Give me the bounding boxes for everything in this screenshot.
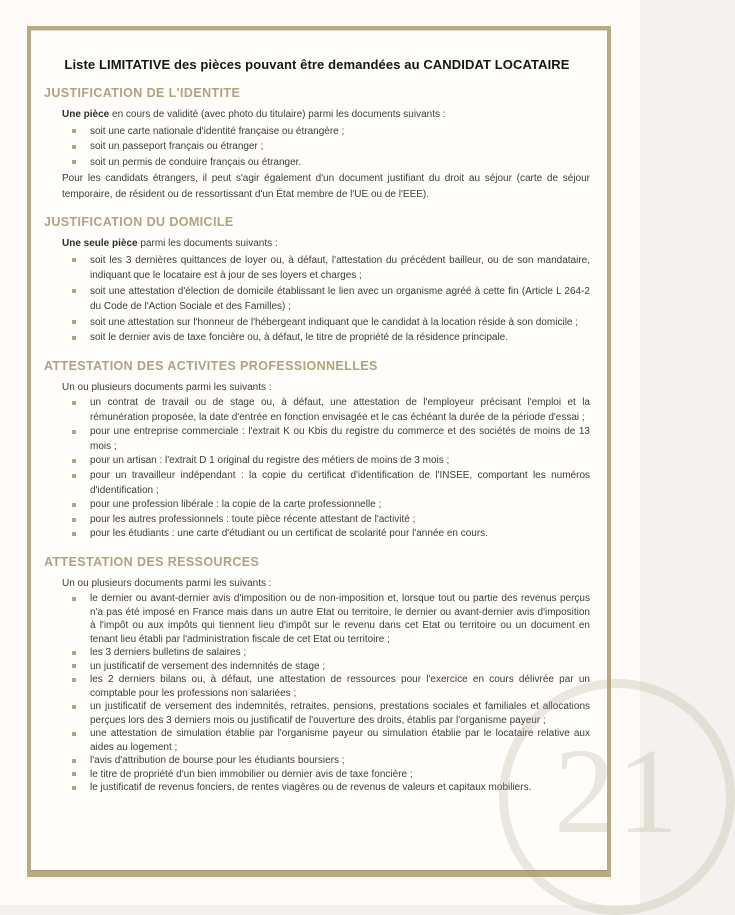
list-item: pour les étudiants : une carte d'étudiant ou un certificat de scolarité pour l'année en cours.	[62, 527, 590, 542]
list-item: pour un artisan : l'extrait D 1 original du registre des métiers de moins de 3 mois ;	[62, 454, 590, 469]
section-intro-text: Un ou plusieurs documents parmi les suivants :	[62, 381, 272, 393]
section-list	[62, 253, 590, 346]
list-item: soit un passeport français ou étranger ;	[62, 139, 590, 155]
list-item: pour une profession libérale : la copie de la carte professionnelle ;	[62, 498, 590, 513]
list-item: soit une attestation d'élection de domicile établissant le lien avec un organisme agréé à cette fin (Article L 264-2 du Code de l'Action Sociale et des Familles) ;	[62, 284, 590, 315]
document-section	[44, 556, 590, 795]
list-item: pour une entreprise commerciale : l'extrait K ou Kbis du registre du commerce et des sociétés de moins de 13 mois ;	[62, 425, 590, 454]
list-item: soit un permis de conduire français ou étranger.	[62, 155, 590, 171]
list-item: un contrat de travail ou de stage ou, à défaut, une attestation de l'employeur précisant l'emploi et la rémunération proposée, la date d'entrée en fonction envisagée et le cas échéant la durée de la période d'essai ;	[62, 396, 590, 425]
section-intro	[62, 236, 590, 252]
list-item: une attestation de simulation établie par l'organisme payeur ou simulation établie par le locataire relative aux aides au logement ;	[62, 727, 590, 754]
list-item: pour les autres professionnels : toute pièce récente attestant de l'activité ;	[62, 513, 590, 528]
section-intro-text: Un ou plusieurs documents parmi les suivants :	[62, 577, 272, 589]
section-heading: ATTESTATION DES RESSOURCES	[44, 554, 260, 569]
list-item: soit une carte nationale d'identité française ou étrangère ;	[62, 124, 590, 140]
document-title: Liste LIMITATIVE des pièces pouvant être demandées au CANDIDAT LOCATAIRE	[64, 57, 570, 72]
section-list	[62, 396, 590, 542]
section-intro	[62, 107, 590, 123]
list-item: les 2 derniers bilans ou, à défaut, une attestation de ressources pour l'exercice en cours délivrée par un comptable pour les professions non salariées ;	[62, 673, 590, 700]
list-item: le titre de propriété d'un bien immobilier ou dernier avis de taxe foncière ;	[62, 768, 590, 782]
sections-container	[44, 87, 590, 795]
list-item: un justificatif de versement des indemnités, retraites, pensions, prestations sociales et familiales et allocations perçues lors des 3 derniers mois ou justificatif de l'ouverture des droits, établis par l'organisme payeur ;	[62, 700, 590, 727]
list-item: soit une attestation sur l'honneur de l'hébergeant indiquant que le candidat à la location réside à son domicile ;	[62, 315, 590, 331]
section-list	[62, 124, 590, 171]
list-item: les 3 derniers bulletins de salaires ;	[62, 646, 590, 660]
watermark-21-text: 21	[554, 724, 680, 860]
document-content	[44, 31, 590, 795]
section-intro-text: parmi les documents suivants :	[137, 238, 278, 249]
list-item: l'avis d'attribution de bourse pour les étudiants boursiers ;	[62, 754, 590, 768]
section-intro-lead: Une seule pièce	[62, 238, 138, 249]
list-item: pour un travailleur indépendant : la copie du certificat d'identification de l'INSEE, comportant les numéros d'identification ;	[62, 469, 590, 498]
section-intro-lead: Une pièce	[62, 109, 110, 120]
document-section	[44, 87, 590, 202]
section-intro-text: en cours de validité (avec photo du titulaire) parmi les documents suivants :	[109, 109, 446, 120]
section-intro	[62, 380, 590, 396]
list-item: le dernier ou avant-dernier avis d'imposition ou de non-imposition et, lorsque tout ou partie des revenus perçus n'a pas été imposé en France mais dans un autre Etat ou territoire, le dernier ou avant-dernier avis d'imposition à l'impôt ou aux impôts qui tiennent lieu d'impôt sur le revenu dans cet Etat ou territoire ou un document en tenant lieu établi par l'administration fiscale de cet Etat ou territoire ;	[62, 592, 590, 646]
section-list	[62, 592, 590, 795]
document-section	[44, 216, 590, 346]
list-item: soit les 3 dernières quittances de loyer ou, à défaut, l'attestation du précédent bailleur, ou de son mandataire, indiquant que le locataire est à jour de ses loyers et charges ;	[62, 253, 590, 284]
list-item: le justificatif de revenus fonciers, de rentes viagères ou de revenus de valeurs et capitaux mobiliers.	[62, 781, 590, 795]
list-item: un justificatif de versement des indemnités de stage ;	[62, 660, 590, 674]
section-note: Pour les candidats étrangers, il peut s'agir également d'un document justifiant du droit au séjour (carte de séjour temporaire, de résident ou de ressortissant d'un État membre de l'UE ou de l'EEE).	[62, 173, 590, 200]
section-intro	[62, 576, 590, 592]
list-item: soit le dernier avis de taxe foncière ou, à défaut, le titre de propriété de la résidence principale.	[62, 330, 590, 346]
section-heading: JUSTIFICATION DU DOMICILE	[44, 215, 234, 229]
section-heading: JUSTIFICATION DE L'IDENTITE	[44, 86, 241, 100]
document-section	[44, 360, 590, 542]
section-heading: ATTESTATION DES ACTIVITES PROFESSIONNELLES	[44, 358, 378, 373]
